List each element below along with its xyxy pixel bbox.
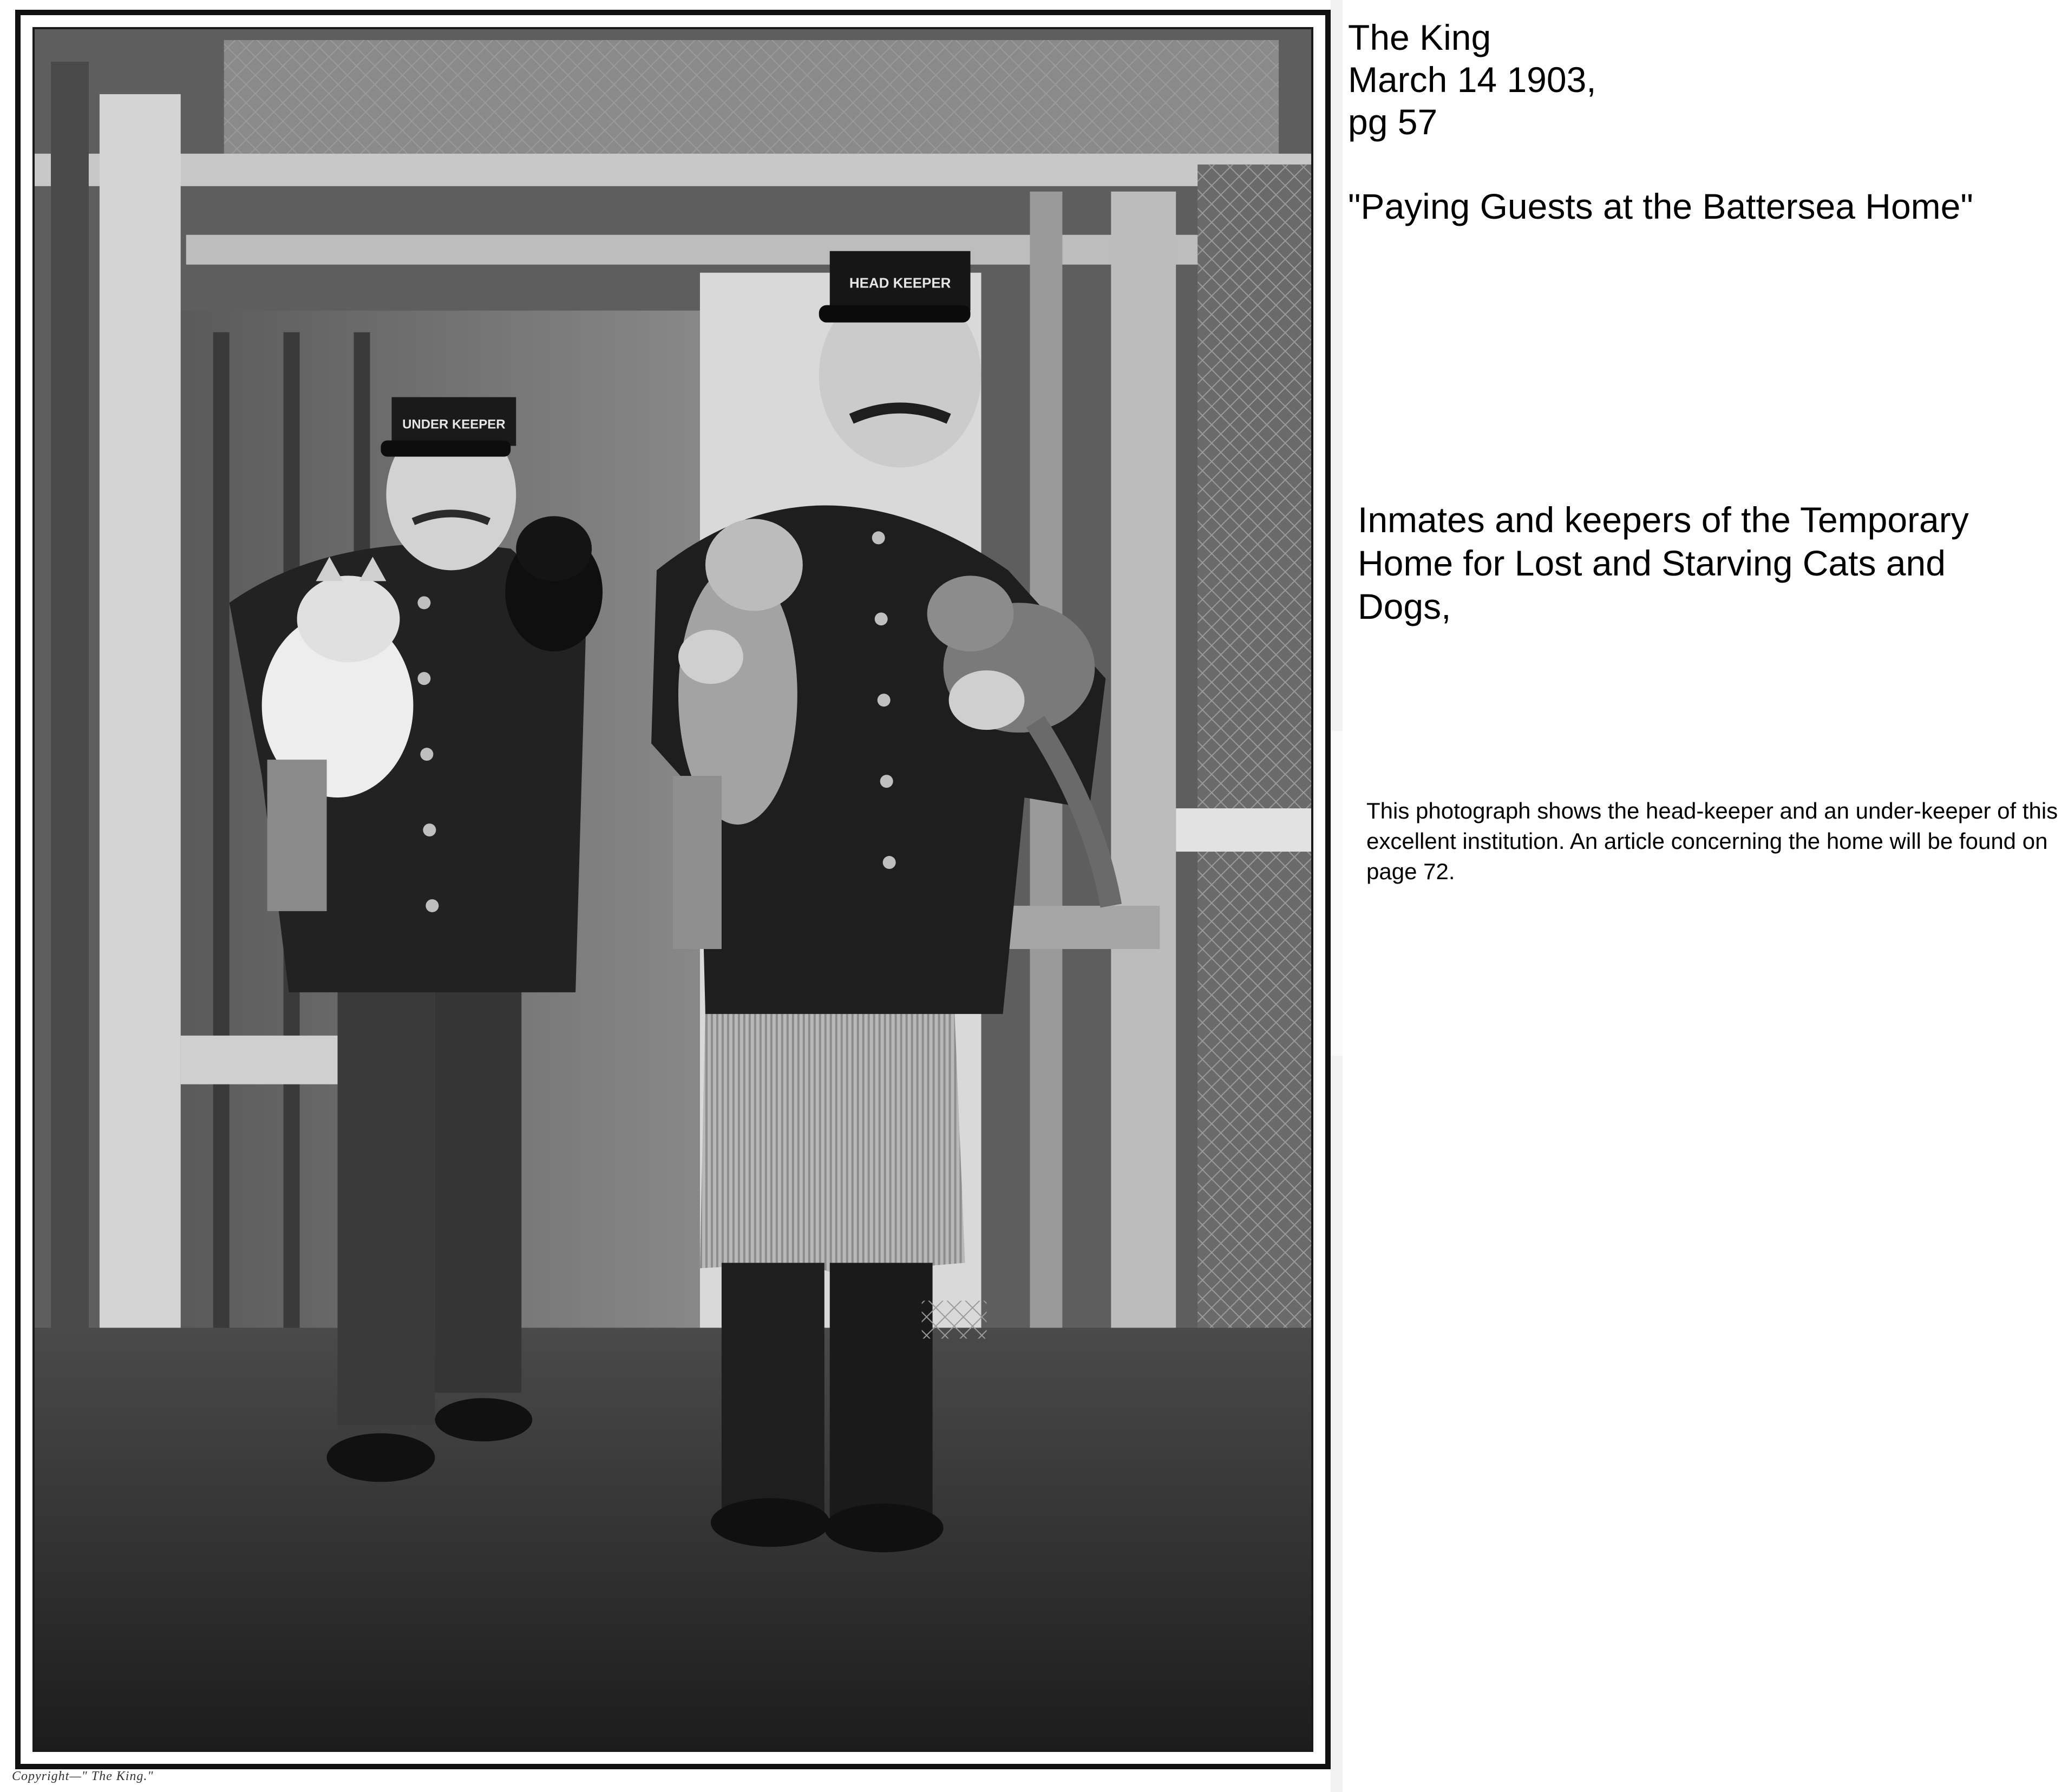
publication-page: pg 57 xyxy=(1348,102,1438,142)
photo-copyright: Copyright—" The King." xyxy=(12,1769,154,1783)
photograph-illustration xyxy=(35,29,1311,1750)
photograph xyxy=(32,27,1313,1752)
publication-date: March 14 1903, xyxy=(1348,60,1596,100)
caption-body: This photograph shows the head-keeper and an under-keeper of this excellent institution. An article concerning the home will be found on page 72. xyxy=(1366,798,2058,884)
right-shelf xyxy=(1176,808,1311,852)
under-keeper-cap-label: UNDER KEEPER xyxy=(402,417,506,432)
ceiling-mesh xyxy=(224,40,1279,165)
floor xyxy=(35,1327,1311,1750)
ceiling-beam xyxy=(35,154,1311,186)
publication-title: The King xyxy=(1348,17,1491,57)
head-keeper-cap-label: HEAD KEEPER xyxy=(849,274,951,291)
caption-title: "Paying Guests at the Battersea Home" xyxy=(1348,186,1973,226)
photograph-frame xyxy=(15,10,1331,1769)
left-shelf xyxy=(181,1036,365,1084)
separator-strip-light xyxy=(1331,731,1343,1056)
caption-description: Inmates and keepers of the Temporary Home for Lost and Starving Cats and Dogs, xyxy=(1358,500,1969,626)
